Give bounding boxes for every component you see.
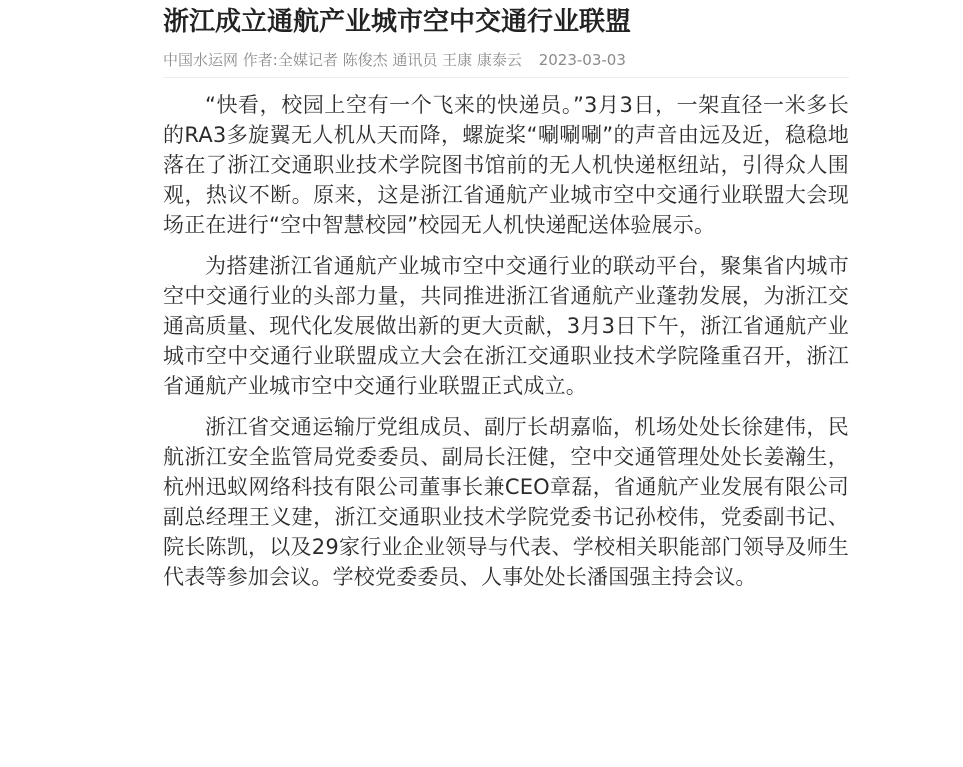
- article-paragraph-2: 为搭建浙江省通航产业城市空中交通行业的联动平台，聚集省内城市空中交通行业的头部力量，共同推进浙江省通航产业蓬勃发展，为浙江交通高质量、现代化发展做出新的更大贡献，3月3日下午，浙江省通航产业城市空中交通行业联盟成立大会在浙江交通职业技术学院隆重召开，浙江省通航产业城市空中交通行业联盟正式成立。: [163, 254, 849, 398]
- article-source[interactable]: 中国水运网: [163, 51, 239, 69]
- article-author: 作者:全媒记者 陈俊杰 通讯员 王康 康泰云: [242, 51, 522, 69]
- article-meta: [163, 49, 849, 71]
- article-paragraph-3: 浙江省交通运输厅党组成员、副厅长胡嘉临，机场处处长徐建伟，民航浙江安全监管局党委委员、副局长汪健，空中交通管理处处长姜瀚生，杭州迅蚁网络科技有限公司董事长兼CEO章磊，省通航产业发展有限公司副总经理王义建，浙江交通职业技术学院党委书记孙校伟，党委副书记、院长陈凯，以及29家行业企业领导与代表、学校相关职能部门领导及师生代表等参加会议。学校党委委员、人事处处长潘国强主持会议。: [163, 415, 849, 589]
- article: [163, 0, 849, 603]
- article-paragraph-1: “快看，校园上空有一个飞来的快递员。”3月3日，一架直径一米多长的RA3多旋翼无人机从天而降，螺旋桨“唰唰唰”的声音由远及近，稳稳地落在了浙江交通职业技术学院图书馆前的无人机快递枢纽站，引得众人围观，热议不断。原来，这是浙江省通航产业城市空中交通行业联盟大会现场正在进行“空中智慧校园”校园无人机快递配送体验展示。: [163, 93, 849, 237]
- article-date: 2023-03-03: [538, 51, 626, 69]
- article-content: [163, 90, 849, 592]
- meta-divider: [163, 77, 849, 78]
- article-title: 浙江成立通航产业城市空中交通行业联盟: [163, 7, 632, 37]
